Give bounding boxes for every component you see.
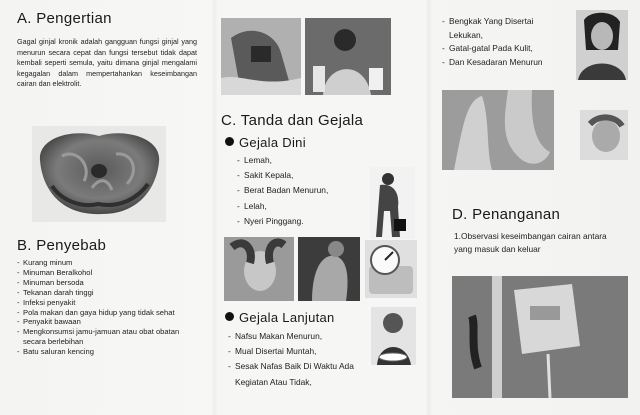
- list-item: - Lemah,: [237, 153, 328, 168]
- penanganan-text: 1.Observasi keseimbangan cairan antara yang masuk dan keluar: [454, 231, 607, 254]
- list-item: - Mual Disertai Muntah,: [228, 344, 373, 359]
- heading-gejala-lanjutan: [225, 310, 335, 325]
- column-right: [430, 0, 640, 415]
- list-item: - Minuman Beralkohol: [17, 268, 197, 278]
- list-item: - Penyakit bawaan: [17, 317, 197, 327]
- list-item: - Sakit Kepala,: [237, 168, 328, 183]
- bullet-icon: [225, 312, 234, 321]
- back-pain-photo: [298, 237, 360, 301]
- list-item: - Tekanan darah tinggi: [17, 288, 197, 298]
- list-item: - Sesak Nafas Baik Di Waktu Ada Kegiatan Atau Tidak,: [228, 359, 373, 389]
- bullet-icon: [225, 137, 234, 146]
- list-item: - Berat Badan Menurun,: [237, 183, 328, 198]
- gejala-dini-label: Gejala Dini: [239, 135, 306, 150]
- headache-photo: [224, 237, 294, 301]
- itching-woman-photo: [576, 10, 628, 80]
- list-item: - Dan Kesadaran Menurun: [442, 56, 562, 70]
- penyebab-list: [17, 258, 197, 357]
- pengertian-text: Gagal ginjal kronik adalah gangguan fungsi ginjal yang menurun secara cepat dan fungsi tersebut tidak dapat kembali seperti semula, yaitu dimana ginjal mengalami kegagalan dalam mempertahankan keseimbangan cairan dan elektrolit.: [17, 37, 197, 89]
- list-item: - Gatal-gatal Pada Kulit,: [442, 42, 562, 56]
- scale-photo: [365, 240, 417, 298]
- tired-man-photo: [370, 167, 415, 239]
- gejala-lanjutan-cont-list: [442, 15, 562, 69]
- list-item: - Kurang minum: [17, 258, 197, 268]
- gejala-lanjutan-label: Gejala Lanjutan: [239, 310, 335, 325]
- gejala-lanjutan-list: [228, 329, 373, 390]
- list-item: - Batu saluran kencing: [17, 347, 197, 357]
- swollen-feet-photo: [442, 90, 554, 170]
- heading-penyebab: B. Penyebab: [17, 237, 107, 254]
- heading-gejala-dini: [225, 135, 306, 150]
- list-item: - Nafsu Makan Menurun,: [228, 329, 373, 344]
- list-item: - Bengkak Yang Disertai Lekukan,: [442, 15, 562, 42]
- column-left: [0, 0, 212, 415]
- list-item: - Lelah,: [237, 199, 328, 214]
- gejala-dini-list: [237, 153, 328, 229]
- list-item: - Mengkonsumsi jamu-jamuan atau obat obatan secara berlebihan: [17, 327, 197, 347]
- kidney-image: [32, 126, 166, 222]
- list-item: - Minuman bersoda: [17, 278, 197, 288]
- heading-pengertian: A. Pengertian: [17, 10, 112, 27]
- list-item: - Pola makan dan gaya hidup yang tidak sehat: [17, 308, 197, 318]
- blood-pressure-photo: [221, 18, 301, 95]
- heading-penanganan: D. Penanganan: [452, 206, 561, 223]
- column-middle: [213, 0, 427, 415]
- nausea-photo: [371, 307, 416, 365]
- iv-infusion-photo: [452, 276, 628, 398]
- list-item: - Nyeri Pinggang.: [237, 214, 328, 229]
- drinking-photo: [305, 18, 391, 95]
- list-item: - Infeksi penyakit: [17, 298, 197, 308]
- heading-tanda: C. Tanda dan Gejala: [221, 112, 364, 129]
- unconscious-photo: [580, 110, 628, 160]
